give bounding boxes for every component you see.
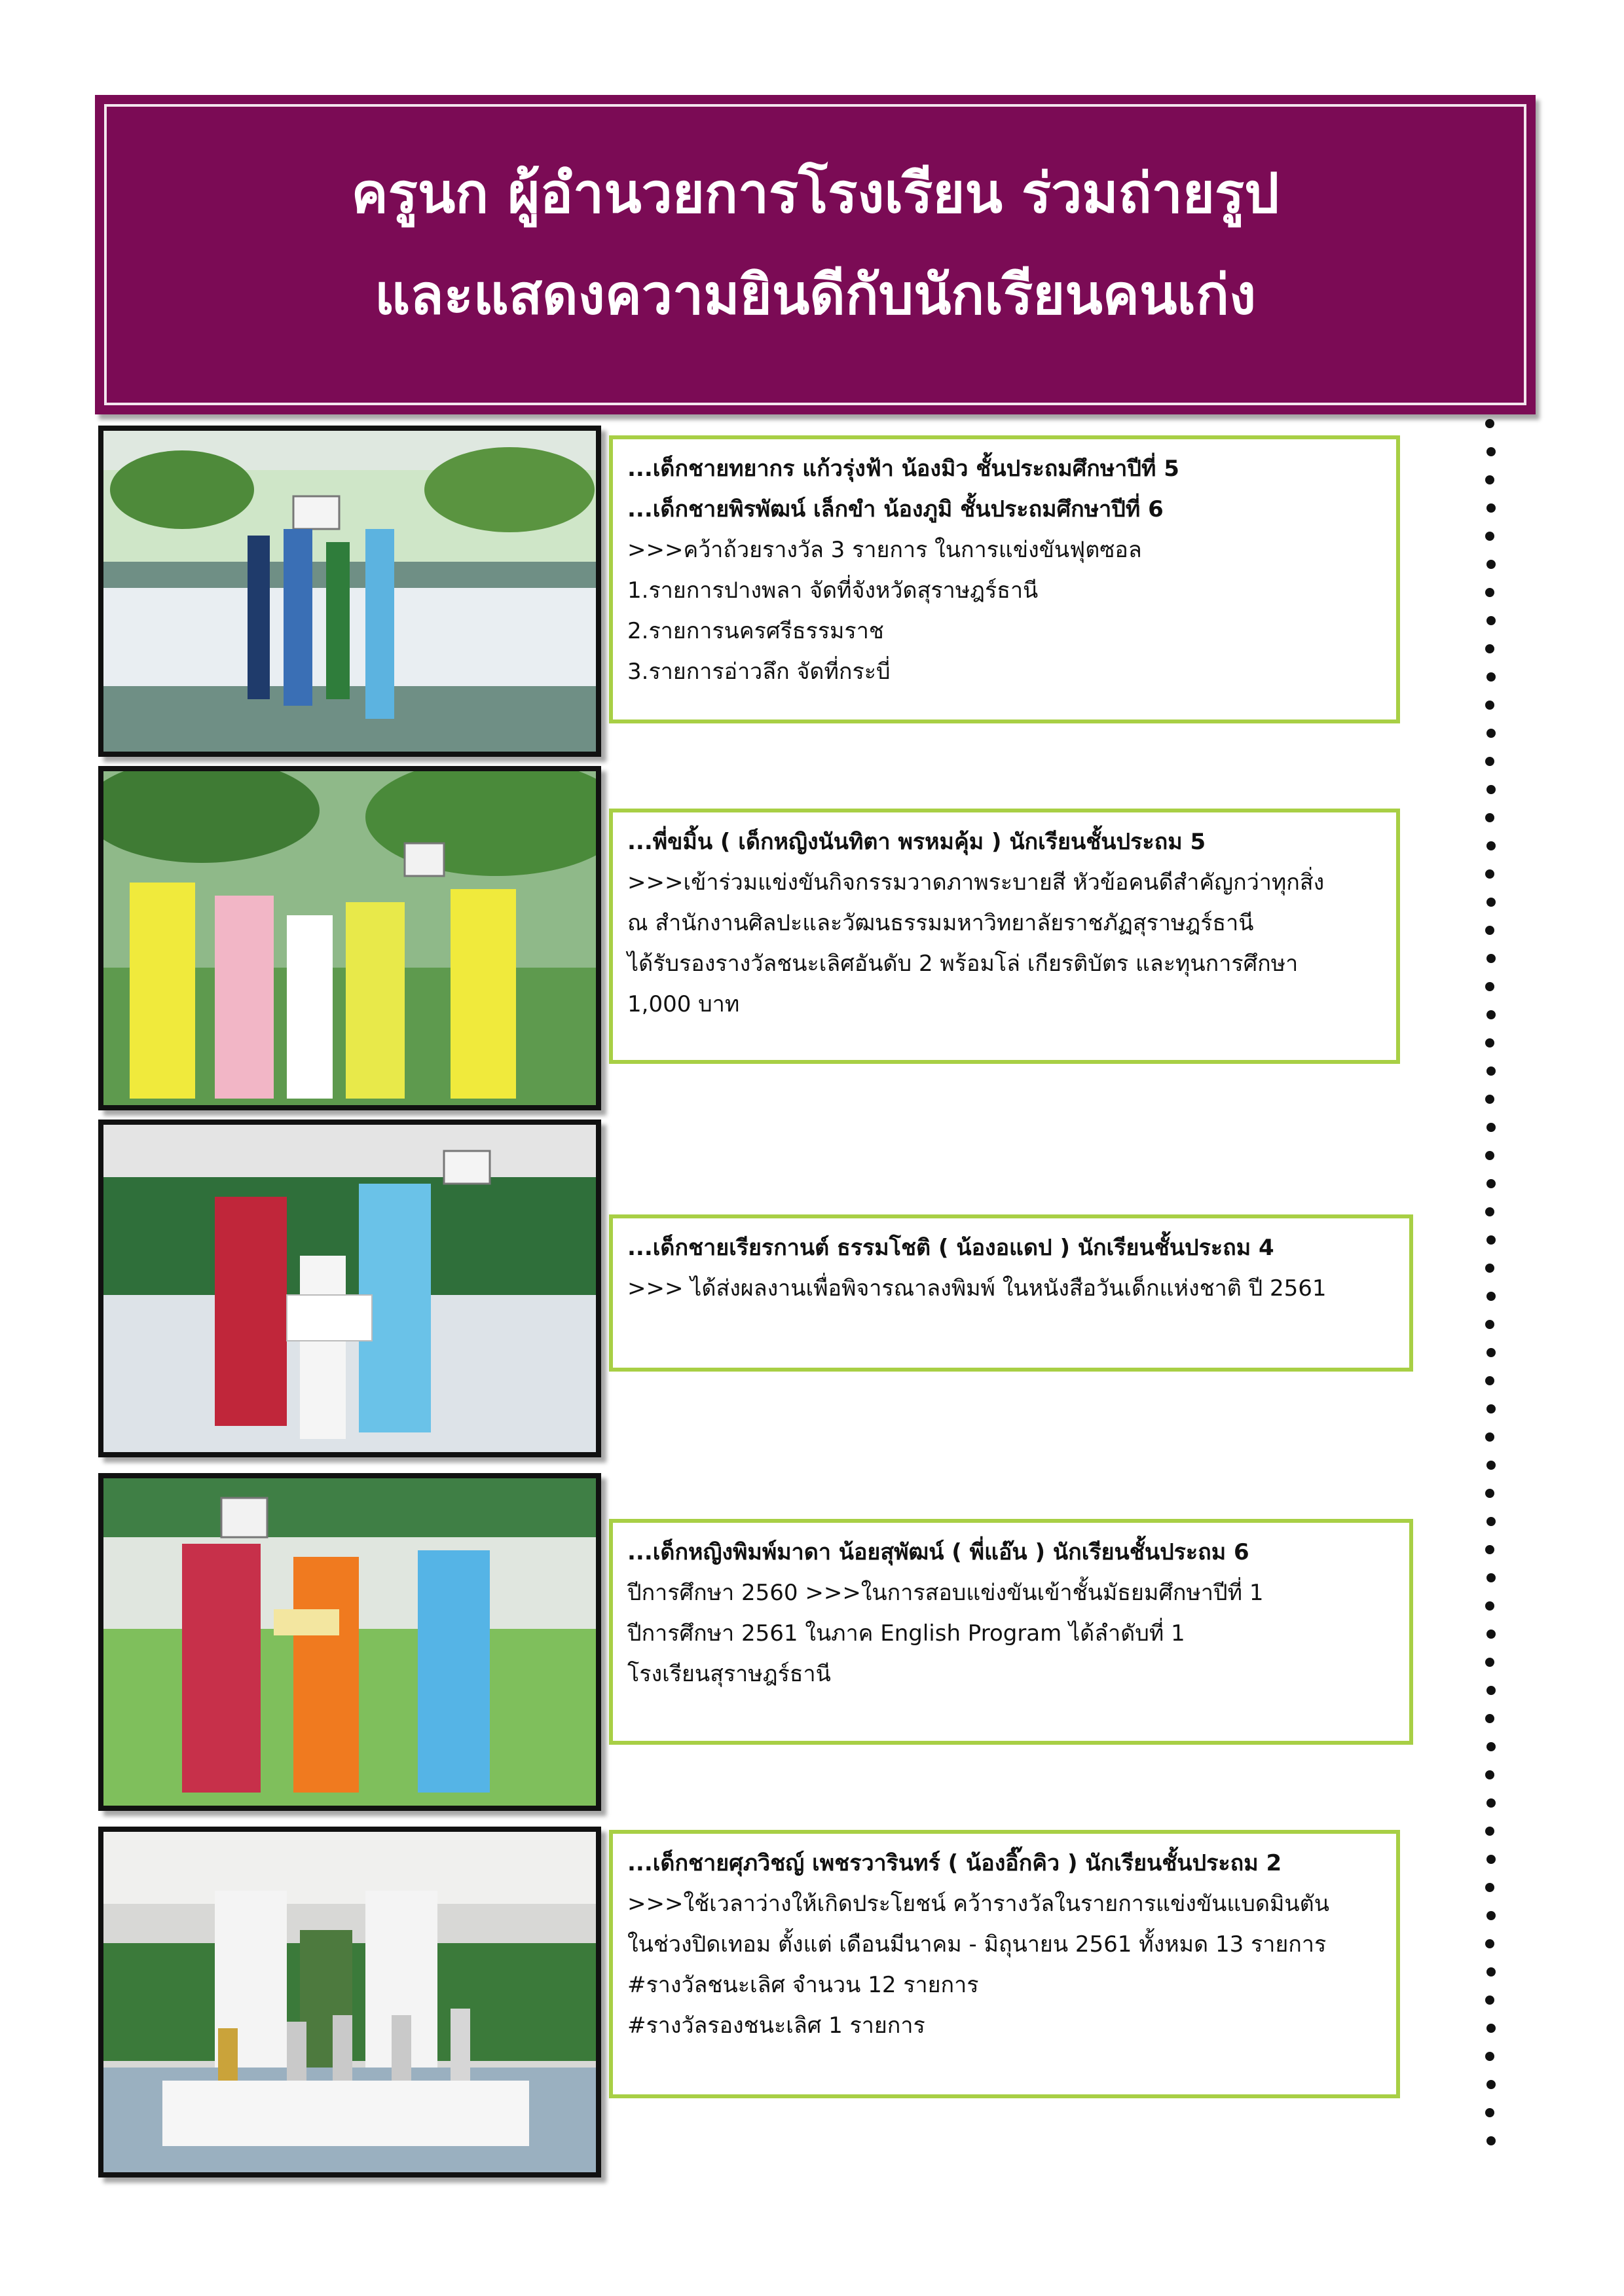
divider-dot [1485, 1320, 1494, 1329]
divider-dot [1485, 1264, 1494, 1273]
divider-dot [1486, 1292, 1496, 1301]
divider-dot [1486, 785, 1496, 794]
divider-dot [1485, 1770, 1494, 1779]
divider-dot [1486, 672, 1496, 682]
divider-dot [1485, 2108, 1494, 2117]
achievement-detail-line: ณ สำนักงานศิลปะและวัฒนธรรมมหาวิทยาลัยราชภัฏสุราษฎร์ธานี [627, 910, 1254, 936]
achievement-detail-line: #รางวัลชนะเลิศ จำนวน 12 รายการ [627, 1972, 979, 1998]
divider-dot [1485, 2052, 1494, 2061]
divider-dot [1486, 2024, 1496, 2033]
photo-painting-award [98, 766, 601, 1110]
achievement-detail-line: ในช่วงปิดเทอม ตั้งแต่ เดือนมีนาคม - มิถุนายน 2561 ทั้งหมด 13 รายการ [627, 1931, 1327, 1958]
achievement-detail-line: 1,000 บาท [627, 991, 740, 1017]
student-name-line: ...เด็กชายทยากร แก้วรุ่งฟ้า น้องมิว ชั้นประถมศึกษาปีที่ 5 [627, 456, 1179, 482]
divider-dot [1485, 532, 1494, 541]
divider-dot [1485, 1601, 1494, 1611]
achievement-card-1 [609, 435, 1400, 723]
divider-dot [1486, 447, 1496, 456]
divider-dot [1486, 2080, 1496, 2089]
photo-book-publication [98, 1120, 601, 1457]
title-line-1: ครูนก ผู้อำนวยการโรงเรียน ร่วมถ่ายรูป [351, 161, 1280, 225]
divider-dot [1485, 757, 1494, 766]
achievement-card-5 [609, 1830, 1400, 2098]
divider-dot [1486, 1742, 1496, 1751]
achievement-detail-line: 2.รายการนครศรีธรรมราช [627, 618, 884, 644]
divider-dot [1485, 1207, 1494, 1216]
divider-dot [1486, 1630, 1496, 1639]
divider-dot [1486, 1123, 1496, 1132]
achievement-card-4 [609, 1519, 1413, 1745]
divider-dot [1486, 1348, 1496, 1357]
achievement-detail-line: #รางวัลรองชนะเลิศ 1 รายการ [627, 2013, 925, 2039]
divider-dot [1485, 869, 1494, 879]
divider-dot [1486, 1066, 1496, 1076]
divider-dot [1485, 813, 1494, 822]
divider-dot [1486, 616, 1496, 625]
title-line-2: และแสดงความยินดีกับนักเรียนคนเก่ง [375, 263, 1256, 327]
achievement-detail-line: ได้รับรองรางวัลชนะเลิศอันดับ 2 พร้อมโล่ เกียรติบัตร และทุนการศึกษา [627, 951, 1299, 977]
divider-dot [1486, 1855, 1496, 1864]
divider-dot [1486, 1798, 1496, 1808]
student-name-line: ...เด็กหญิงพิมพ์มาดา น้อยสุพัฒน์ ( พี่แอ๊น ) นักเรียนชั้นประถม 6 [627, 1539, 1249, 1565]
photo-futsal-award [98, 426, 601, 757]
divider-dot [1486, 1235, 1496, 1245]
divider-dot [1486, 1010, 1496, 1019]
dotted-divider [1485, 419, 1498, 2187]
divider-dot [1485, 1995, 1494, 2005]
divider-dot [1485, 1827, 1494, 1836]
divider-dot [1486, 1179, 1496, 1188]
divider-dot [1486, 841, 1496, 850]
photo-english-program [98, 1473, 601, 1811]
divider-dot [1485, 419, 1494, 428]
divider-dot [1485, 475, 1494, 484]
achievement-detail-line: >>> ได้ส่งผลงานเพื่อพิจารณาลงพิมพ์ ในหนังสือวันเด็กแห่งชาติ ปี 2561 [627, 1275, 1327, 1302]
divider-dot [1485, 1714, 1494, 1723]
achievement-detail-line: ปีการศึกษา 2560 >>>ในการสอบแข่งขันเข้าชั้นมัธยมศึกษาปีที่ 1 [627, 1580, 1264, 1606]
divider-dot [1485, 926, 1494, 935]
divider-dot [1485, 1095, 1494, 1104]
student-name-line: ...เด็กชายพิรพัฒน์ เล็กขำ น้องภูมิ ชั้นประถมศึกษาปีที่ 6 [627, 496, 1164, 522]
photo-badminton-trophies [98, 1827, 601, 2178]
divider-dot [1486, 1911, 1496, 1920]
title-banner [95, 95, 1536, 414]
divider-dot [1485, 1489, 1494, 1498]
achievement-detail-line: >>>คว้าถ้วยรางวัล 3 รายการ ในการแข่งขันฟุตซอล [627, 537, 1142, 563]
achievement-detail-line: ปีการศึกษา 2561 ในภาค English Program ได้ลำดับที่ 1 [627, 1620, 1185, 1647]
achievement-card-3 [609, 1214, 1413, 1372]
divider-dot [1486, 1573, 1496, 1582]
divider-dot [1485, 1545, 1494, 1554]
achievement-detail-line: >>>เข้าร่วมแข่งขันกิจกรรมวาดภาพระบายสี หัวข้อคนดีสำคัญกว่าทุกสิ่ง [627, 869, 1325, 896]
divider-dot [1485, 644, 1494, 653]
divider-dot [1486, 2136, 1496, 2145]
achievement-detail-line: 3.รายการอ่าวลึก จัดที่กระบี่ [627, 659, 891, 685]
divider-dot [1485, 1883, 1494, 1892]
divider-dot [1485, 1432, 1494, 1442]
divider-dot [1485, 588, 1494, 597]
student-name-line: ...เด็กชายศุภวิชญ์ เพชรวารินทร์ ( น้องอิ๊กคิว ) นักเรียนชั้นประถม 2 [627, 1850, 1282, 1876]
divider-dot [1486, 954, 1496, 963]
divider-dot [1486, 560, 1496, 569]
achievement-detail-line: โรงเรียนสุราษฎร์ธานี [627, 1661, 831, 1687]
title-banner-frame [104, 104, 1526, 405]
divider-dot [1485, 701, 1494, 710]
divider-dot [1486, 729, 1496, 738]
divider-dot [1485, 1376, 1494, 1385]
divider-dot [1485, 982, 1494, 991]
divider-dot [1485, 1038, 1494, 1048]
divider-dot [1486, 898, 1496, 907]
student-name-line: ...พี่ขมิ้น ( เด็กหญิงนันทิตา พรหมคุ้ม ) นักเรียนชั้นประถม 5 [627, 829, 1206, 855]
achievement-detail-line: 1.รายการปางพลา จัดที่จังหวัดสุราษฎร์ธานี [627, 577, 1039, 604]
divider-dot [1485, 1151, 1494, 1160]
divider-dot [1486, 1967, 1496, 1977]
divider-dot [1485, 1939, 1494, 1948]
divider-dot [1486, 1686, 1496, 1695]
student-name-line: ...เด็กชายเรียรกานต์ ธรรมโชติ ( น้องอแดป ) นักเรียนชั้นประถม 4 [627, 1235, 1274, 1261]
divider-dot [1486, 503, 1496, 513]
divider-dot [1485, 1658, 1494, 1667]
achievement-card-2 [609, 809, 1400, 1064]
divider-dot [1486, 1404, 1496, 1413]
divider-dot [1486, 1461, 1496, 1470]
divider-dot [1486, 1517, 1496, 1526]
achievement-detail-line: >>>ใช้เวลาว่างให้เกิดประโยชน์ คว้ารางวัลในรายการแข่งขันแบดมินตัน [627, 1891, 1329, 1917]
